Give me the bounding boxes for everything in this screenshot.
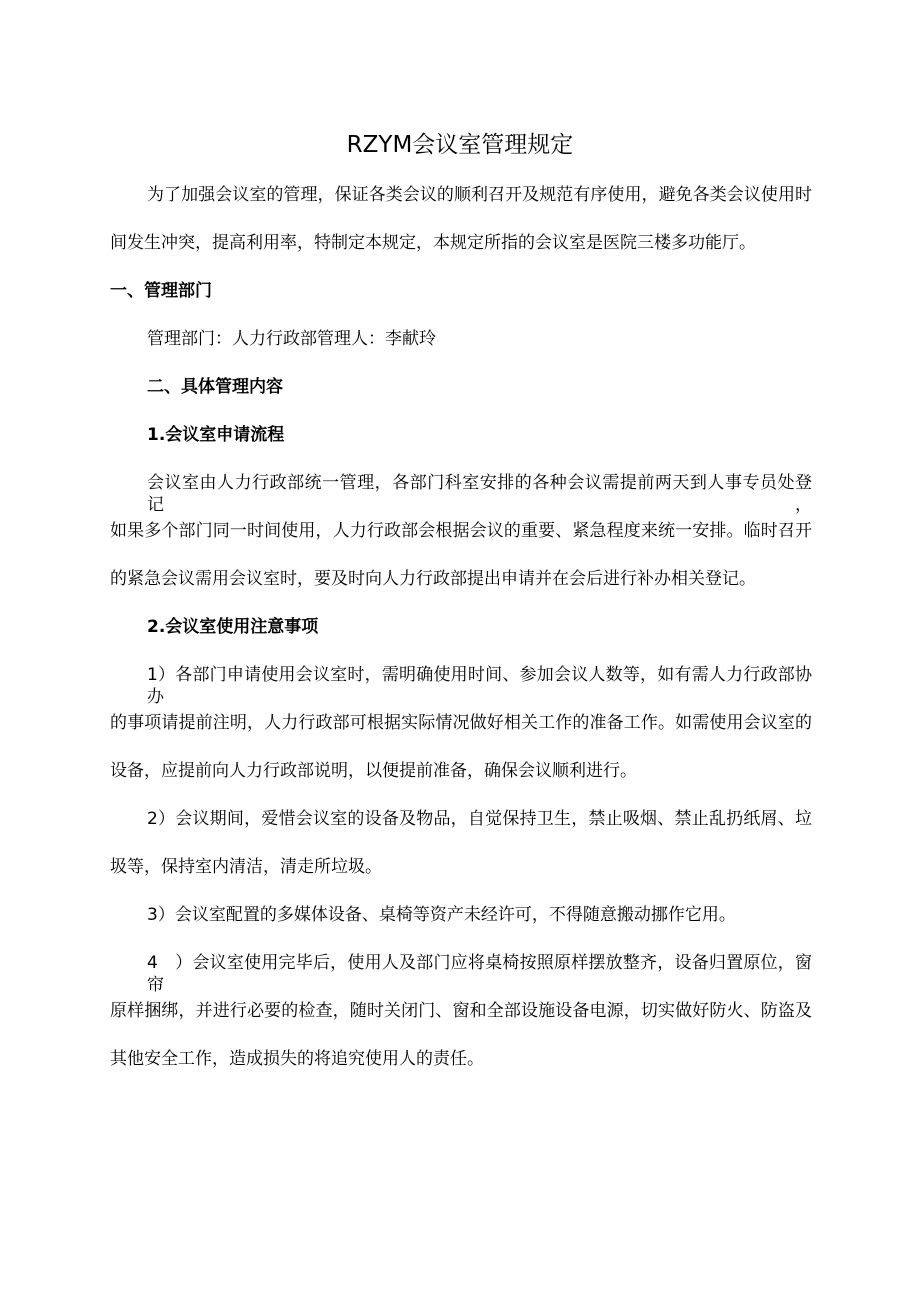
item-4-line-3: 其他安全工作，造成损失的将追究使用人的责任。 — [110, 1049, 484, 1069]
item-4-line-2: 原样捆绑，并进行必要的检查，随时关闭门、窗和全部设施设备电源，切实做好防火、防盗及 — [110, 1001, 812, 1021]
item-2-line-2: 圾等，保持室内清洁，清走所垃圾。 — [110, 857, 382, 877]
item-1-line-1: 1）各部门申请使用会议室时，需明确使用时间、参加会议人数等，如有需人力行政部协办 — [147, 665, 812, 707]
item-1-line-3: 设备，应提前向人力行政部说明，以便提前准备，确保会议顺利进行。 — [110, 761, 637, 781]
document-title: RZYM会议室管理规定 — [346, 132, 574, 158]
subsection-1-heading: 1.会议室申请流程 — [147, 425, 285, 445]
subsection-1-line-3: 的紧急会议需用会议室时，要及时向人力行政部提出申请并在会后进行补办相关登记。 — [110, 569, 756, 589]
item-3-line-1: 3）会议室配置的多媒体设备、桌椅等资产未经许可，不得随意搬动挪作它用。 — [147, 905, 736, 925]
subsection-2-heading: 2.会议室使用注意事项 — [147, 617, 319, 637]
item-2-line-1: 2）会议期间，爱惜会议室的设备及物品，自觉保持卫生，禁止吸烟、禁止乱扔纸屑、垃 — [147, 809, 812, 829]
section-1-heading: 一、管理部门 — [110, 281, 212, 301]
section-1-body: 管理部门：人力行政部管理人：李献玲 — [147, 329, 436, 349]
section-2-heading: 二、具体管理内容 — [147, 377, 283, 397]
item-4-line-1: 4 ）会议室使用完毕后，使用人及部门应将桌椅按照原样摆放整齐，设备归置原位，窗帘 — [147, 953, 812, 995]
intro-line-1: 为了加强会议室的管理，保证各类会议的顺利召开及规范有序使用，避免各类会议使用时 — [147, 185, 812, 205]
subsection-1-line-2: 如果多个部门同一时间使用，人力行政部会根据会议的重要、紧急程度来统一安排。临时召开 — [110, 521, 812, 541]
subsection-1-line-1: 会议室由人力行政部统一管理，各部门科室安排的各种会议需提前两天到人事专员处登记， — [147, 473, 812, 515]
item-1-line-2: 的事项请提前注明，人力行政部可根据实际情况做好相关工作的准备工作。如需使用会议室的 — [110, 713, 812, 733]
intro-line-2: 间发生冲突，提高利用率，特制定本规定，本规定所指的会议室是医院三楼多功能厅。 — [110, 233, 756, 253]
